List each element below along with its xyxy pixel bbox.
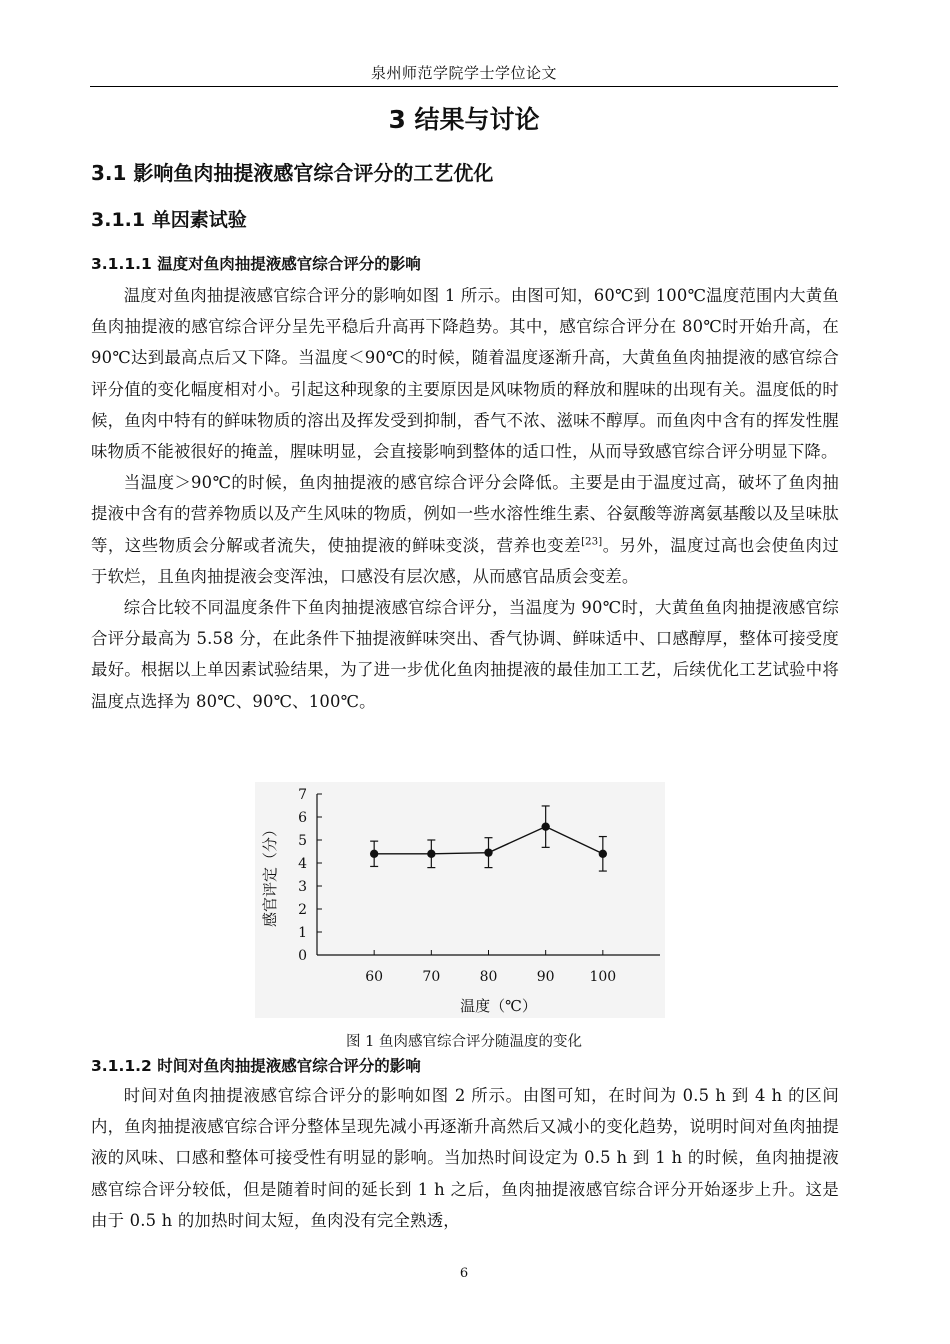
x-tick-label: 70	[422, 969, 441, 985]
data-point	[370, 850, 378, 858]
y-tick-label: 1	[298, 925, 307, 941]
sub2-title: 3.1.1.2 时间对鱼肉抽提液感官综合评分的影响	[91, 1057, 421, 1075]
figure-caption: 图 1 鱼肉感官综合评分随温度的变化	[346, 1034, 582, 1050]
x-tick-label: 80	[479, 969, 498, 985]
paragraph: 综合比较不同温度条件下鱼肉抽提液感官综合评分，当温度为 90℃时，大黄鱼鱼肉抽提液感官综合评分最高为 5.58 分，在此条件下抽提液鲜味突出、香气协调、鲜味适中、口感醇厚，整体可接受度最好。根据以上单因素试验结果，为了进一步优化鱼肉抽提液的最佳加工工艺，后续优化工艺试验中将温度点选择为 80℃、90℃、100℃。	[91, 598, 839, 711]
data-point	[427, 850, 435, 858]
data-point	[599, 850, 607, 858]
y-tick-label: 3	[298, 879, 307, 895]
paragraph: 温度对鱼肉抽提液感官综合评分的影响如图 1 所示。由图可知，60℃到 100℃温度范围内大黄鱼鱼肉抽提液的感官综合评分呈先平稳后升高再下降趋势。其中，感官综合评分在 80℃时开始升高，在 90℃达到最高点后又下降。当温度＜90℃的时候，随着温度逐渐升高，大黄鱼鱼肉抽提液的感官综合评分值的变化幅度相对小。引起这种现象的主要原因是风味物质的释放和腥味的出现有关。温度低的时候，鱼肉中特有的鲜味物质的溶出及挥发受到抑制，香气不浓、滋味不醇厚。而鱼肉中含有的挥发性腥味物质不能被很好的掩盖，腥味明显，会直接影响到整体的适口性，从而导致感官综合评分明显下降。	[91, 286, 839, 462]
section-title: 3.1 影响鱼肉抽提液感官综合评分的工艺优化	[91, 161, 494, 185]
x-tick-label: 60	[365, 969, 384, 985]
y-tick-label: 2	[298, 902, 307, 918]
paragraph-text: 。另外，温度过高也会使鱼肉过于软烂，且鱼肉抽提液会变浑浊，口感没有层次感，从而感官品质会变差。	[91, 535, 839, 586]
y-tick-label: 4	[298, 856, 307, 872]
sub1-body	[91, 280, 839, 717]
y-tick-label: 6	[298, 810, 307, 826]
subsection-title: 3.1.1 单因素试验	[91, 209, 247, 231]
page-number: 6	[459, 1266, 469, 1281]
x-tick-label: 90	[536, 969, 555, 985]
temperature-score-chart	[255, 782, 665, 1018]
data-point	[541, 822, 549, 830]
data-point	[484, 848, 492, 856]
header-rule	[90, 86, 838, 87]
paragraph-text: 当温度＞90℃的时候，鱼肉抽提液的感官综合评分会降低。主要是由于温度过高，破坏了鱼肉抽提液中含有的营养物质以及产生风味的物质，例如一些水溶性维生素、谷氨酸等游离氨基酸以及呈味肽等，这些物质会分解或者流失，使抽提液的鲜味变淡，营养也变差	[91, 473, 839, 555]
figure-1	[255, 782, 665, 1018]
x-axis-label: 温度（℃）	[460, 997, 537, 1015]
y-tick-label: 7	[298, 787, 307, 803]
paragraph: 时间对鱼肉抽提液感官综合评分的影响如图 2 所示。由图可知，在时间为 0.5 h 到 4 h 的区间内，鱼肉抽提液感官综合评分整体呈现先减小再逐渐升高然后又减小的变化趋势，说明时间对鱼肉抽提液的风味、口感和整体可接受性有明显的影响。当加热时间设定为 0.5 h 到 1 h 的时候，鱼肉抽提液感官综合评分较低，但是随着时间的延长到 1 h 之后，鱼肉抽提液感官综合评分开始逐步上升。这是由于 0.5 h 的加热时间太短，鱼肉没有完全熟透，	[91, 1086, 839, 1230]
y-tick-label: 0	[298, 948, 307, 964]
y-tick-label: 5	[298, 833, 307, 849]
sub1-title: 3.1.1.1 温度对鱼肉抽提液感官综合评分的影响	[91, 255, 421, 273]
sub2-body	[91, 1080, 839, 1236]
citation: [23]	[581, 536, 603, 548]
page-header: 泉州师范学院学士学位论文	[370, 64, 557, 82]
paragraph	[91, 467, 839, 592]
chapter-title: 3 结果与讨论	[388, 105, 540, 134]
x-tick-label: 100	[589, 969, 617, 985]
y-axis-label: 感官评定（分）	[261, 821, 279, 928]
